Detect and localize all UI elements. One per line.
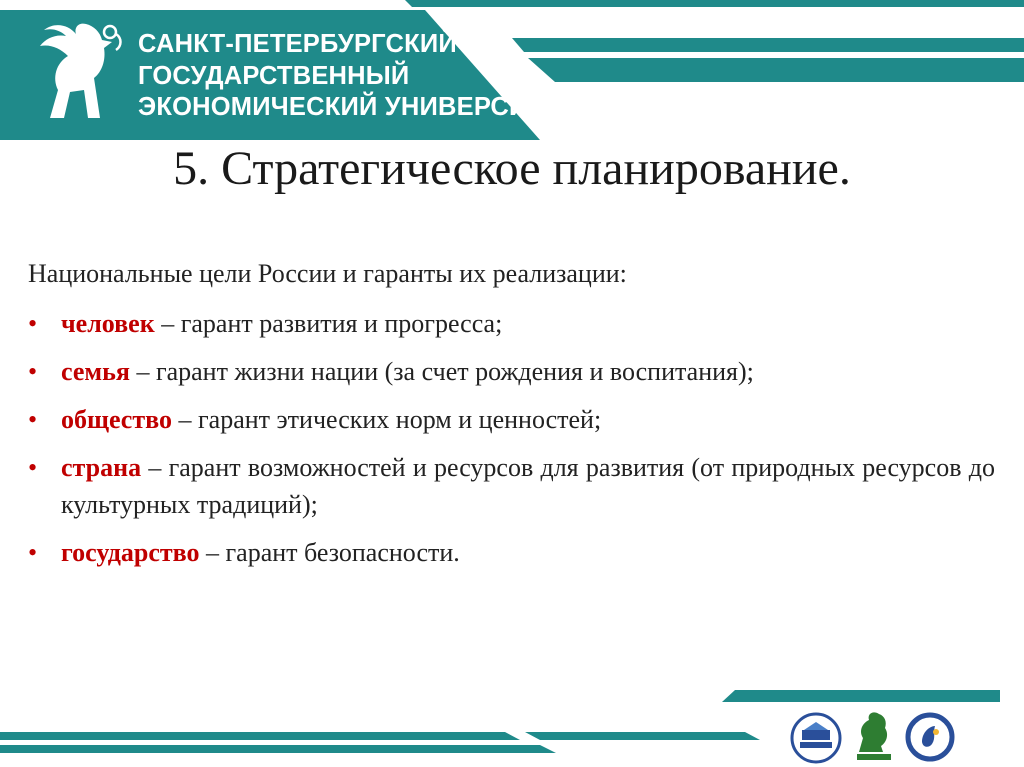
header-band [0, 0, 1024, 140]
university-name-line-1: САНКТ-ПЕТЕРБУРГСКИЙ [138, 30, 457, 58]
circular-emblem-icon [905, 712, 955, 762]
bullet-text: – гарант возможностей и ресурсов для развития (от природных ресурсов до культурных традиций); [61, 453, 995, 519]
bullet-text: – гарант этических норм и ценностей; [171, 405, 602, 434]
bullet-icon: • [28, 357, 38, 386]
list-item [28, 305, 995, 342]
bullet-text: – гарант безопасности. [199, 538, 460, 567]
keyword: семья [61, 357, 130, 386]
bullet-icon: • [28, 453, 38, 482]
university-name-line-3: ЭКОНОМИЧЕСКИЙ УНИВЕРСИТЕТ [138, 93, 577, 121]
keyword: человек [61, 309, 155, 338]
keyword: общество [61, 405, 172, 434]
list-item [28, 449, 995, 523]
goals-list [28, 305, 995, 582]
list-item [28, 353, 995, 390]
feu-griffin-icon [851, 708, 897, 764]
keyword: страна [61, 453, 142, 482]
intro-text: Национальные цели России и гаранты их реализации: [28, 259, 627, 288]
bullet-text: – гарант развития и прогресса; [154, 309, 503, 338]
bullet-icon: • [28, 405, 38, 434]
bullet-icon: • [28, 309, 38, 338]
list-item [28, 401, 995, 438]
footer-band [0, 690, 1024, 767]
slide-title: 5. Стратегическое планирование. [173, 142, 851, 195]
keyword: государство [61, 538, 200, 567]
institute-badge-icon [790, 712, 842, 764]
list-item [28, 534, 995, 571]
bullet-icon: • [28, 538, 38, 567]
griffin-logo-icon [30, 18, 130, 123]
bullet-text: – гарант жизни нации (за счет рождения и воспитания); [129, 357, 754, 386]
university-name-line-2: ГОСУДАРСТВЕННЫЙ [138, 62, 410, 90]
